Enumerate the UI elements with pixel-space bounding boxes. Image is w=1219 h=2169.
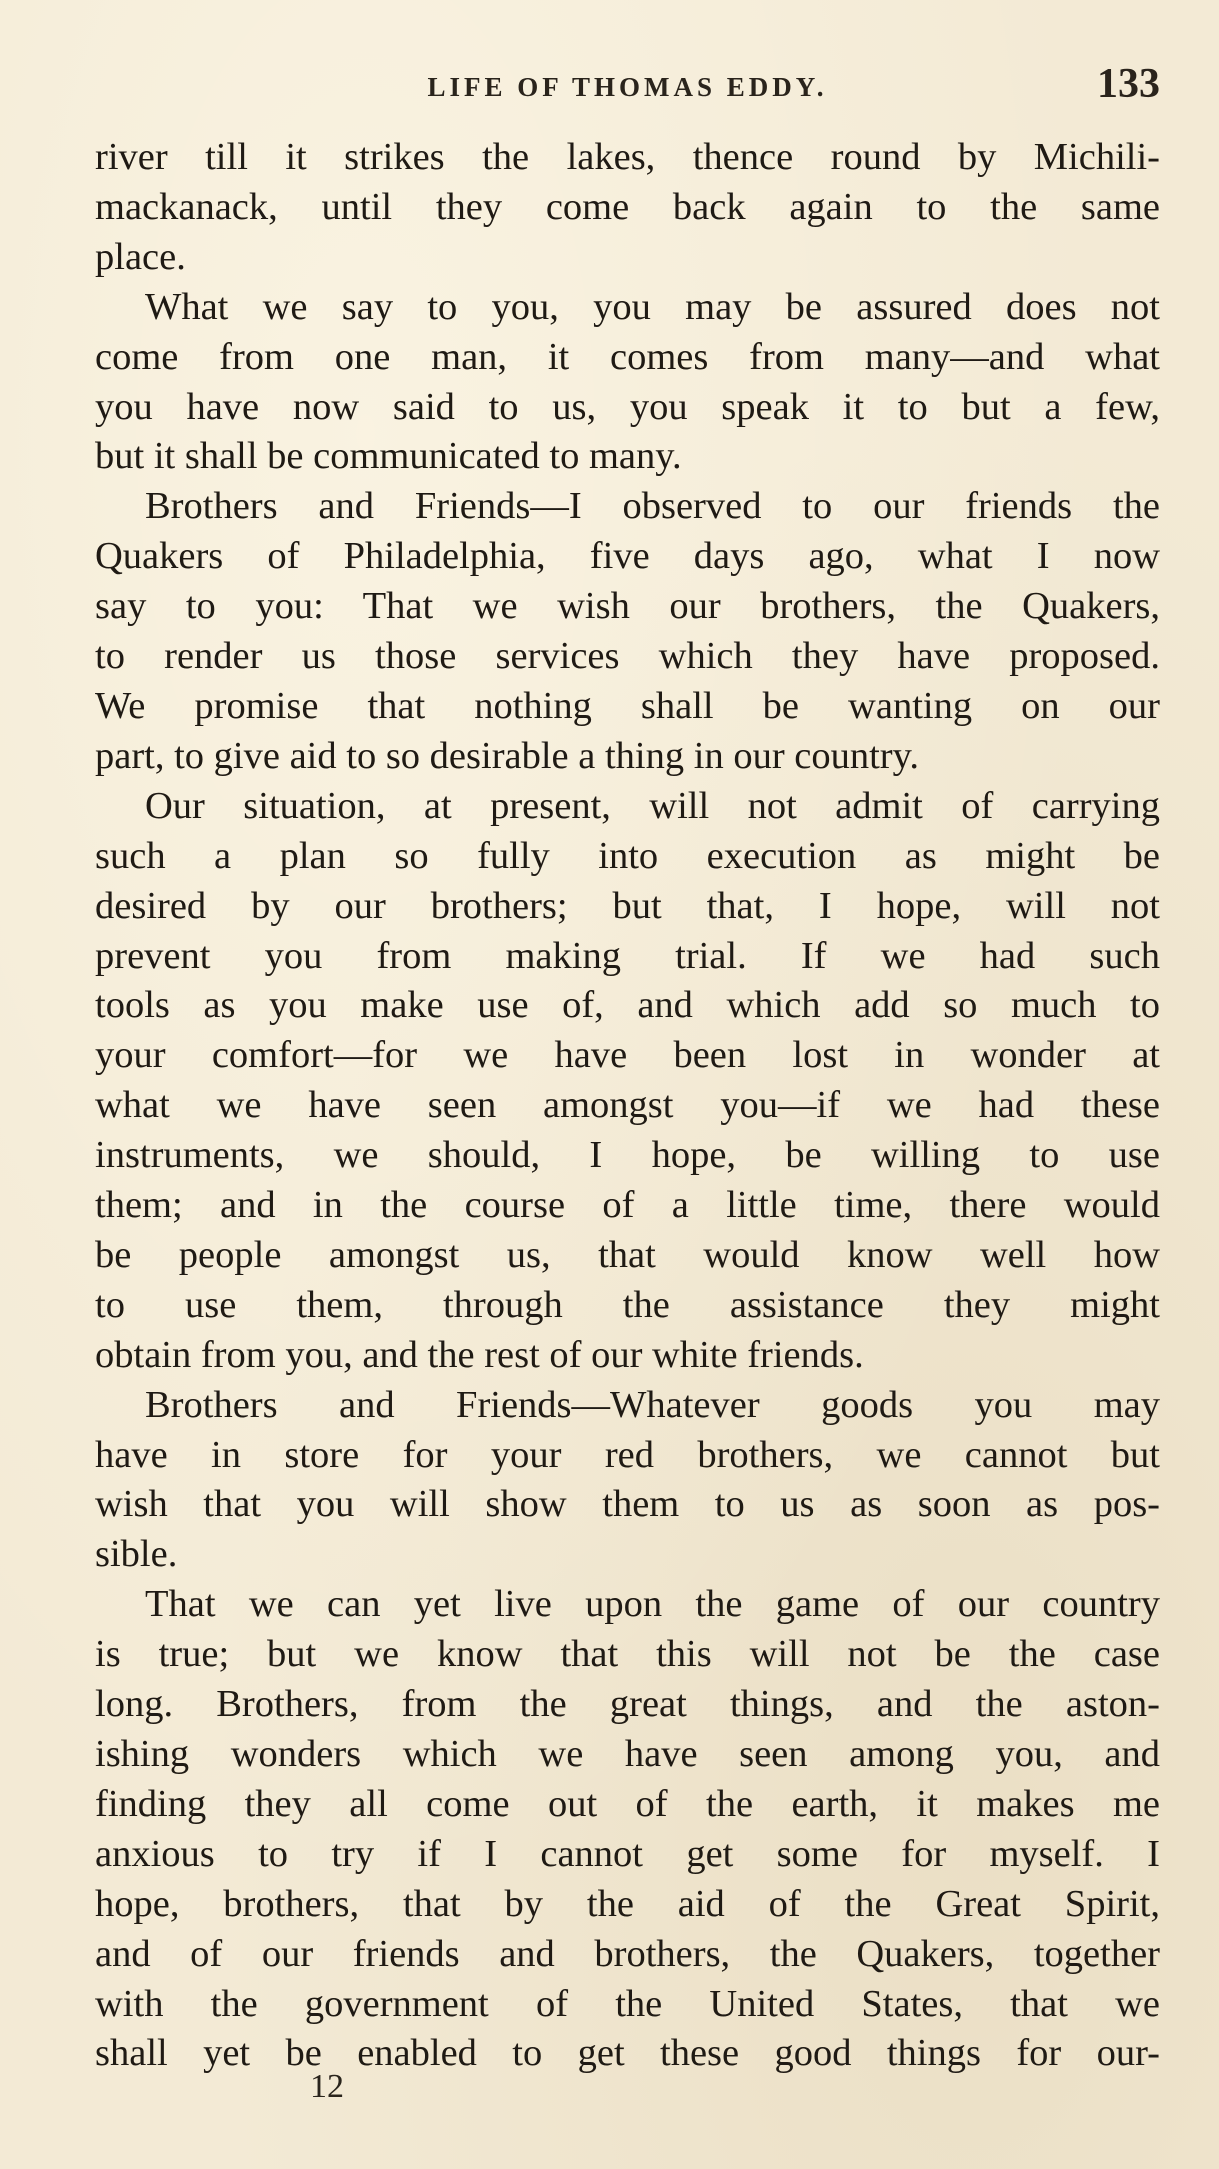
text-line: to use them, through the assistance they might [95,1283,1160,1326]
text-line: tools as you make use of, and which add so much to [95,984,1160,1027]
running-title: LIFE OF THOMAS EDDY. [427,72,828,102]
paragraph [95,1381,1160,1581]
text-line: say to you: That we wish our brothers, the Quakers, [95,585,1160,628]
text-line: river till it strikes the lakes, thence round by Michili- [95,136,1160,178]
text-line: to render us those services which they have proposed. [95,635,1160,678]
text-line: be people amongst us, that would know well how [95,1233,1160,1276]
paragraph [95,1580,1160,2079]
text-line: with the government of the United States, that we [95,1982,1160,2025]
text-line: have in store for your red brothers, we cannot but [95,1433,1160,1476]
running-head [95,62,1160,122]
text-line: finding they all come out of the earth, it makes me [95,1782,1160,1825]
text-line: Brothers and Friends—I observed to our friends the [145,485,1160,528]
text-line: obtain from you, and the rest of our white friends. [95,1333,864,1376]
text-line: and of our friends and brothers, the Quakers, together [95,1932,1160,1975]
text-line: Brothers and Friends—Whatever goods you may [145,1383,1160,1426]
text-line: but it shall be communicated to many. [95,435,682,478]
paragraph [95,133,1160,283]
text-line: We promise that nothing shall be wanting on our [95,684,1160,727]
signature-mark: 12 [310,2068,344,2105]
text-line: What we say to you, you may be assured does not [145,285,1160,328]
text-line: prevent you from making trial. If we had such [95,934,1160,977]
text-line: instruments, we should, I hope, be willing to use [95,1134,1160,1177]
text-line: mackanack, until they come back again to the same [95,185,1160,228]
text-line: your comfort—for we have been lost in wonder at [95,1034,1160,1077]
text-line: what we have seen amongst you—if we had these [95,1084,1160,1127]
text-line: long. Brothers, from the great things, and the aston- [95,1683,1160,1726]
text-line: come from one man, it comes from many—and what [95,335,1160,378]
text-line: wish that you will show them to us as soon as pos- [95,1483,1160,1526]
paragraph [95,283,1160,483]
text-line: anxious to try if I cannot get some for myself. I [95,1832,1160,1875]
text-line: you have now said to us, you speak it to but a few, [95,385,1160,428]
paragraph [95,782,1160,1381]
text-line: That we can yet live upon the game of our country [145,1583,1160,1626]
text-line: Quakers of Philadelphia, five days ago, what I now [95,535,1160,578]
text-line: hope, brothers, that by the aid of the Great Spirit, [95,1882,1160,1925]
text-line: part, to give aid to so desirable a thing in our country. [95,734,919,777]
text-line: such a plan so fully into execution as might be [95,834,1160,877]
text-line: place. [95,235,186,278]
body-text [95,133,1160,2079]
text-line: desired by our brothers; but that, I hope, will not [95,884,1160,927]
text-line: ishing wonders which we have seen among you, and [95,1733,1160,1775]
text-line: Our situation, at present, will not admit of carrying [145,784,1160,827]
text-line: sible. [95,1533,178,1576]
text-line: is true; but we know that this will not be the case [95,1633,1160,1676]
text-line: shall yet be enabled to get these good things for our- [95,2032,1160,2075]
text-line: them; and in the course of a little time, there would [95,1184,1160,1227]
page-number: 133 [1097,61,1160,107]
paragraph [95,482,1160,781]
